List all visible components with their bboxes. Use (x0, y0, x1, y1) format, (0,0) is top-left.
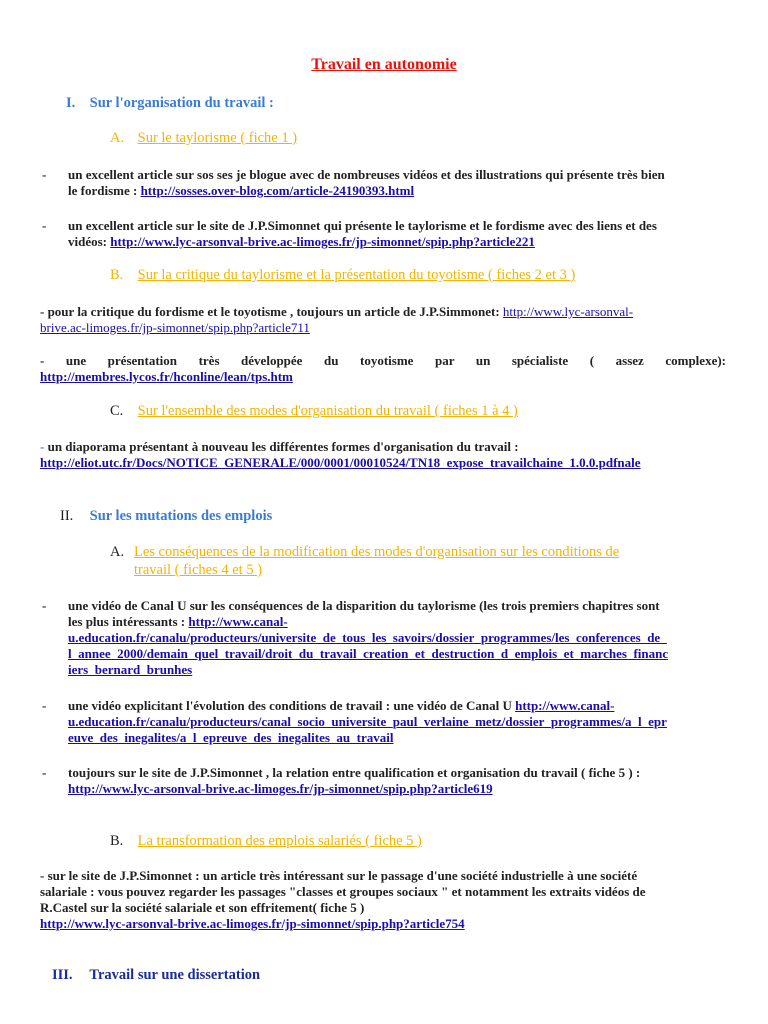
section-2b-letter: B. (110, 833, 124, 849)
section-1-title: Sur l'organisation du travail : (89, 95, 274, 111)
bullet-dash: - (42, 218, 47, 233)
section-1a-heading (110, 130, 297, 147)
section-2a-heading (110, 543, 710, 579)
section-1-number: I. (66, 95, 76, 111)
link-canalu-brunhes[interactable]: http://www.canal- (188, 614, 288, 629)
list-item (68, 218, 728, 250)
paragraph-text: - sur le site de J.P.Simonnet : un article très intéressant sur le passage d'une société industrielle à une société (40, 868, 638, 883)
section-2-title: Sur les mutations des emplois (89, 508, 273, 524)
section-1b-letter: B. (110, 267, 124, 283)
bullet-dash: - (42, 167, 47, 182)
list-item-text: une vidéo de Canal U sur les conséquences de la disparition du taylorisme (les trois premiers chapitres sont (68, 598, 660, 613)
list-item-text: un excellent article sur le site de J.P.Simonnet qui présente le taylorisme et le fordisme avec des liens et des (68, 218, 657, 233)
link-simonnet-article711-cont[interactable]: brive.ac-limoges.fr/jp-simonnet/spip.php?article711 (40, 320, 310, 335)
section-2-heading (60, 508, 272, 525)
section-2b-title: La transformation des emplois salariés ( fiche 5 ) (137, 833, 422, 849)
page-title: Travail en autonomie (311, 56, 457, 73)
paragraph-text: salariale : vous pouvez regarder les passages "classes et groupes sociaux " et notamment les extraits vidéos de (40, 884, 646, 899)
section-2b-heading (110, 833, 422, 850)
section-3-heading (52, 967, 260, 984)
list-item-text: une vidéo explicitant l'évolution des conditions de travail : une vidéo de Canal U (68, 698, 516, 713)
link-simonnet-article619[interactable]: http://www.lyc-arsonval-brive.ac-limoges.fr/jp-simonnet/spip.php?article619 (68, 781, 493, 796)
section-1c-heading (110, 403, 518, 420)
link-lycos-tps[interactable]: http://membres.lycos.fr/hconline/lean/tps.htm (40, 369, 293, 384)
paragraph-dash: - (40, 439, 45, 454)
list-item-text: les plus intéressants : (68, 614, 189, 629)
link-simonnet-article711[interactable]: http://www.lyc-arsonval- (502, 304, 634, 319)
section-1a-title: Sur le taylorisme ( fiche 1 ) (137, 130, 298, 146)
section-2-number: II. (60, 508, 74, 524)
paragraph-text: un diaporama présentant à nouveau les différentes formes d'organisation du travail : (44, 439, 519, 454)
paragraph-fordisme-critique (40, 304, 726, 336)
bullet-dash: - (42, 598, 47, 613)
link-eliot-diaporama[interactable]: http://eliot.utc.fr/Docs/NOTICE_GENERALE/000/0001/00010524/TN18_expose_travailchaine_1.0.0.pdfnale (40, 455, 641, 470)
paragraph-societe-salariale (40, 868, 730, 932)
list-item-text: un excellent article sur sos ses je blogue avec de nombreuses vidéos et des illustrations qui présente très bien (68, 167, 665, 182)
list-item (68, 698, 728, 746)
section-2a-letter: A. (110, 544, 125, 560)
section-1c-title: Sur l'ensemble des modes d'organisation du travail ( fiches 1 à 4 ) (137, 403, 518, 419)
paragraph-toyotisme (40, 353, 726, 385)
section-1b-heading (110, 267, 575, 284)
list-item (68, 598, 728, 678)
link-canalu-brunhes-cont[interactable]: iers_bernard_brunhes (68, 662, 193, 677)
paragraph-text: - une présentation très développée du toyotisme par un spécialiste ( assez complexe): (40, 353, 726, 368)
list-item-text: vidéos: (68, 234, 111, 249)
list-item-text: le fordisme : (68, 183, 141, 198)
section-3-title: Travail sur une dissertation (89, 967, 261, 983)
bullet-dash: - (42, 765, 47, 780)
link-canalu-brunhes-cont[interactable]: l_annee_2000/demain_quel_travail/droit_du_travail_creation_et_destruction_d_emplois_et_marches_financ (68, 646, 669, 661)
link-simonnet-article221[interactable]: http://www.lyc-arsonval-brive.ac-limoges.fr/jp-simonnet/spip.php?article221 (110, 234, 535, 249)
section-1-heading (66, 95, 274, 112)
link-canalu-inegalites-cont[interactable]: euve_des_inegalites/a_l_epreuve_des_inegalites_au_travail (68, 730, 394, 745)
link-canalu-inegalites-cont[interactable]: u.education.fr/canalu/producteurs/canal_socio_universite_paul_verlaine_metz/dossier_programmes/a_l_epr (68, 714, 667, 729)
section-2a-title-cont: travail ( fiches 4 et 5 ) (134, 562, 263, 578)
link-canalu-brunhes-cont[interactable]: u.education.fr/canalu/producteurs/universite_de_tous_les_savoirs/dossier_programmes/les_conferences_de_ (68, 630, 667, 645)
list-item (68, 765, 728, 797)
section-1c-letter: C. (110, 403, 124, 419)
section-1a-letter: A. (110, 130, 125, 146)
list-item-text: toujours sur le site de J.P.Simonnet , la relation entre qualification et organisation du travail ( fiche 5 ) : (68, 765, 641, 780)
paragraph-text: - pour la critique du fordisme et le toyotisme , toujours un article de J.P.Simmonet: (40, 304, 503, 319)
paragraph-diaporama (40, 439, 740, 471)
link-simonnet-article754[interactable]: http://www.lyc-arsonval-brive.ac-limoges.fr/jp-simonnet/spip.php?article754 (40, 916, 465, 931)
section-3-number: III. (52, 967, 73, 983)
link-canalu-inegalites[interactable]: http://www.canal- (515, 698, 615, 713)
paragraph-text: R.Castel sur la société salariale et son effritement( fiche 5 ) (40, 900, 365, 915)
bullet-dash: - (42, 698, 47, 713)
section-2a-title: Les conséquences de la modification des modes d'organisation sur les conditions de (134, 544, 620, 560)
list-item (68, 167, 728, 199)
link-sosses-article[interactable]: http://sosses.over-blog.com/article-24190393.html (140, 183, 415, 198)
section-1b-title: Sur la critique du taylorisme et la présentation du toyotisme ( fiches 2 et 3 ) (137, 267, 576, 283)
